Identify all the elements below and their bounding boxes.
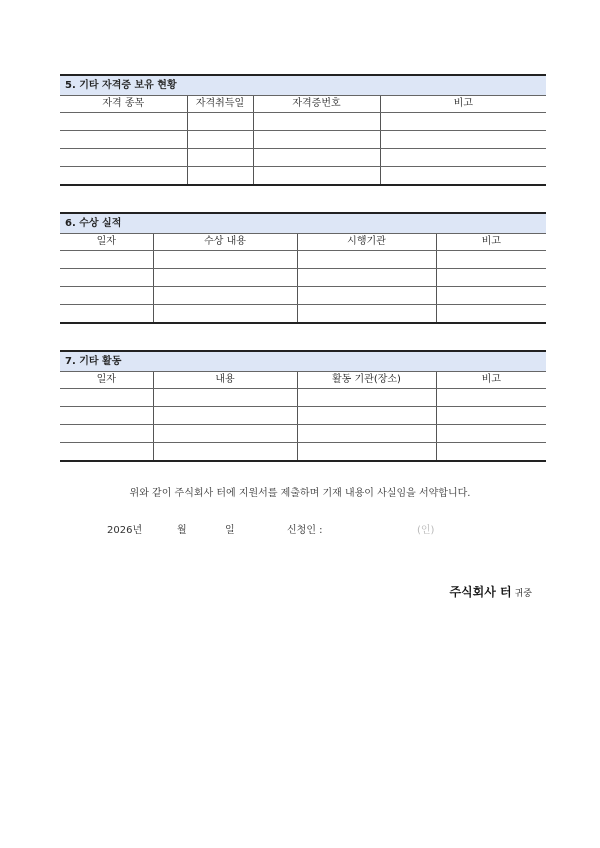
table-header-row: [60, 372, 546, 389]
table-cell[interactable]: [60, 269, 153, 287]
declaration-text: 위와 같이 주식회사 터에 지원서를 제출하며 기재 내용이 사실임을 서약합니다.: [129, 488, 471, 499]
table-cell[interactable]: [380, 131, 546, 149]
table-cell[interactable]: [297, 305, 436, 324]
table-cell[interactable]: [187, 149, 253, 167]
table-cell[interactable]: [153, 389, 297, 407]
table-row: [60, 389, 546, 407]
table-cell[interactable]: [436, 287, 546, 305]
table-row: [60, 113, 546, 131]
month-label: 월: [177, 525, 187, 536]
table-row: [60, 287, 546, 305]
table-cell[interactable]: [60, 443, 153, 462]
column-header: 시행기관: [297, 234, 436, 251]
company-name: 주식회사 터: [449, 585, 512, 599]
table-cell[interactable]: [253, 131, 380, 149]
table-cell[interactable]: [253, 167, 380, 186]
column-header: 수상 내용: [153, 234, 297, 251]
table-cell[interactable]: [153, 287, 297, 305]
table-cell[interactable]: [436, 269, 546, 287]
table-cell[interactable]: [60, 131, 187, 149]
column-header: 자격 종목: [60, 96, 187, 113]
table-row: [60, 131, 546, 149]
section-awards: [60, 212, 546, 324]
table-cell[interactable]: [380, 167, 546, 186]
day-label: 일: [225, 525, 235, 536]
table-cell[interactable]: [153, 425, 297, 443]
column-header: 비고: [380, 96, 546, 113]
table-row: [60, 251, 546, 269]
table-cell[interactable]: [187, 113, 253, 131]
table-cell[interactable]: [60, 287, 153, 305]
table-cell[interactable]: [436, 425, 546, 443]
table-cell[interactable]: [436, 389, 546, 407]
column-header: 비고: [436, 372, 546, 389]
table-row: [60, 149, 546, 167]
table-cell[interactable]: [153, 251, 297, 269]
table-cell[interactable]: [297, 389, 436, 407]
table-cell[interactable]: [153, 407, 297, 425]
section-title: 6. 수상 실적: [60, 212, 546, 234]
table-cell[interactable]: [436, 251, 546, 269]
table-cell[interactable]: [297, 287, 436, 305]
column-header: 내용: [153, 372, 297, 389]
table-cell[interactable]: [253, 149, 380, 167]
table-cell[interactable]: [297, 251, 436, 269]
table-cell[interactable]: [153, 305, 297, 324]
recipient-company: [449, 583, 532, 600]
table-cell[interactable]: [60, 251, 153, 269]
table-cell[interactable]: [380, 149, 546, 167]
table-cell[interactable]: [60, 113, 187, 131]
section-certificates: [60, 74, 546, 186]
activities-table: [60, 372, 546, 462]
table-cell[interactable]: [436, 407, 546, 425]
table-cell[interactable]: [60, 425, 153, 443]
table-cell[interactable]: [436, 443, 546, 462]
table-cell[interactable]: [60, 407, 153, 425]
applicant-label: 신청인 :: [287, 525, 323, 536]
section-title: 5. 기타 자격증 보유 현황: [60, 74, 546, 96]
table-row: [60, 443, 546, 462]
table-cell[interactable]: [380, 113, 546, 131]
table-cell[interactable]: [60, 149, 187, 167]
year-label: 2026년: [107, 525, 143, 536]
table-cell[interactable]: [297, 269, 436, 287]
section-activities: [60, 350, 546, 462]
table-cell[interactable]: [297, 425, 436, 443]
table-row: [60, 269, 546, 287]
table-cell[interactable]: [297, 407, 436, 425]
table-header-row: [60, 96, 546, 113]
table-cell[interactable]: [60, 167, 187, 186]
table-cell[interactable]: [153, 443, 297, 462]
seal-mark: (인): [417, 525, 435, 536]
column-header: 자격취득일: [187, 96, 253, 113]
table-cell[interactable]: [436, 305, 546, 324]
certificates-table: [60, 96, 546, 186]
section-title: 7. 기타 활동: [60, 350, 546, 372]
table-row: [60, 167, 546, 186]
table-cell[interactable]: [187, 167, 253, 186]
column-header: 활동 기관(장소): [297, 372, 436, 389]
table-cell[interactable]: [153, 269, 297, 287]
company-suffix: 귀중: [514, 589, 532, 599]
table-header-row: [60, 234, 546, 251]
table-cell[interactable]: [297, 443, 436, 462]
table-cell[interactable]: [187, 131, 253, 149]
column-header: 일자: [60, 234, 153, 251]
table-row: [60, 425, 546, 443]
column-header: 일자: [60, 372, 153, 389]
table-cell[interactable]: [60, 389, 153, 407]
table-cell[interactable]: [60, 305, 153, 324]
table-row: [60, 407, 546, 425]
column-header: 비고: [436, 234, 546, 251]
column-header: 자격증번호: [253, 96, 380, 113]
awards-table: [60, 234, 546, 324]
table-cell[interactable]: [253, 113, 380, 131]
table-row: [60, 305, 546, 324]
